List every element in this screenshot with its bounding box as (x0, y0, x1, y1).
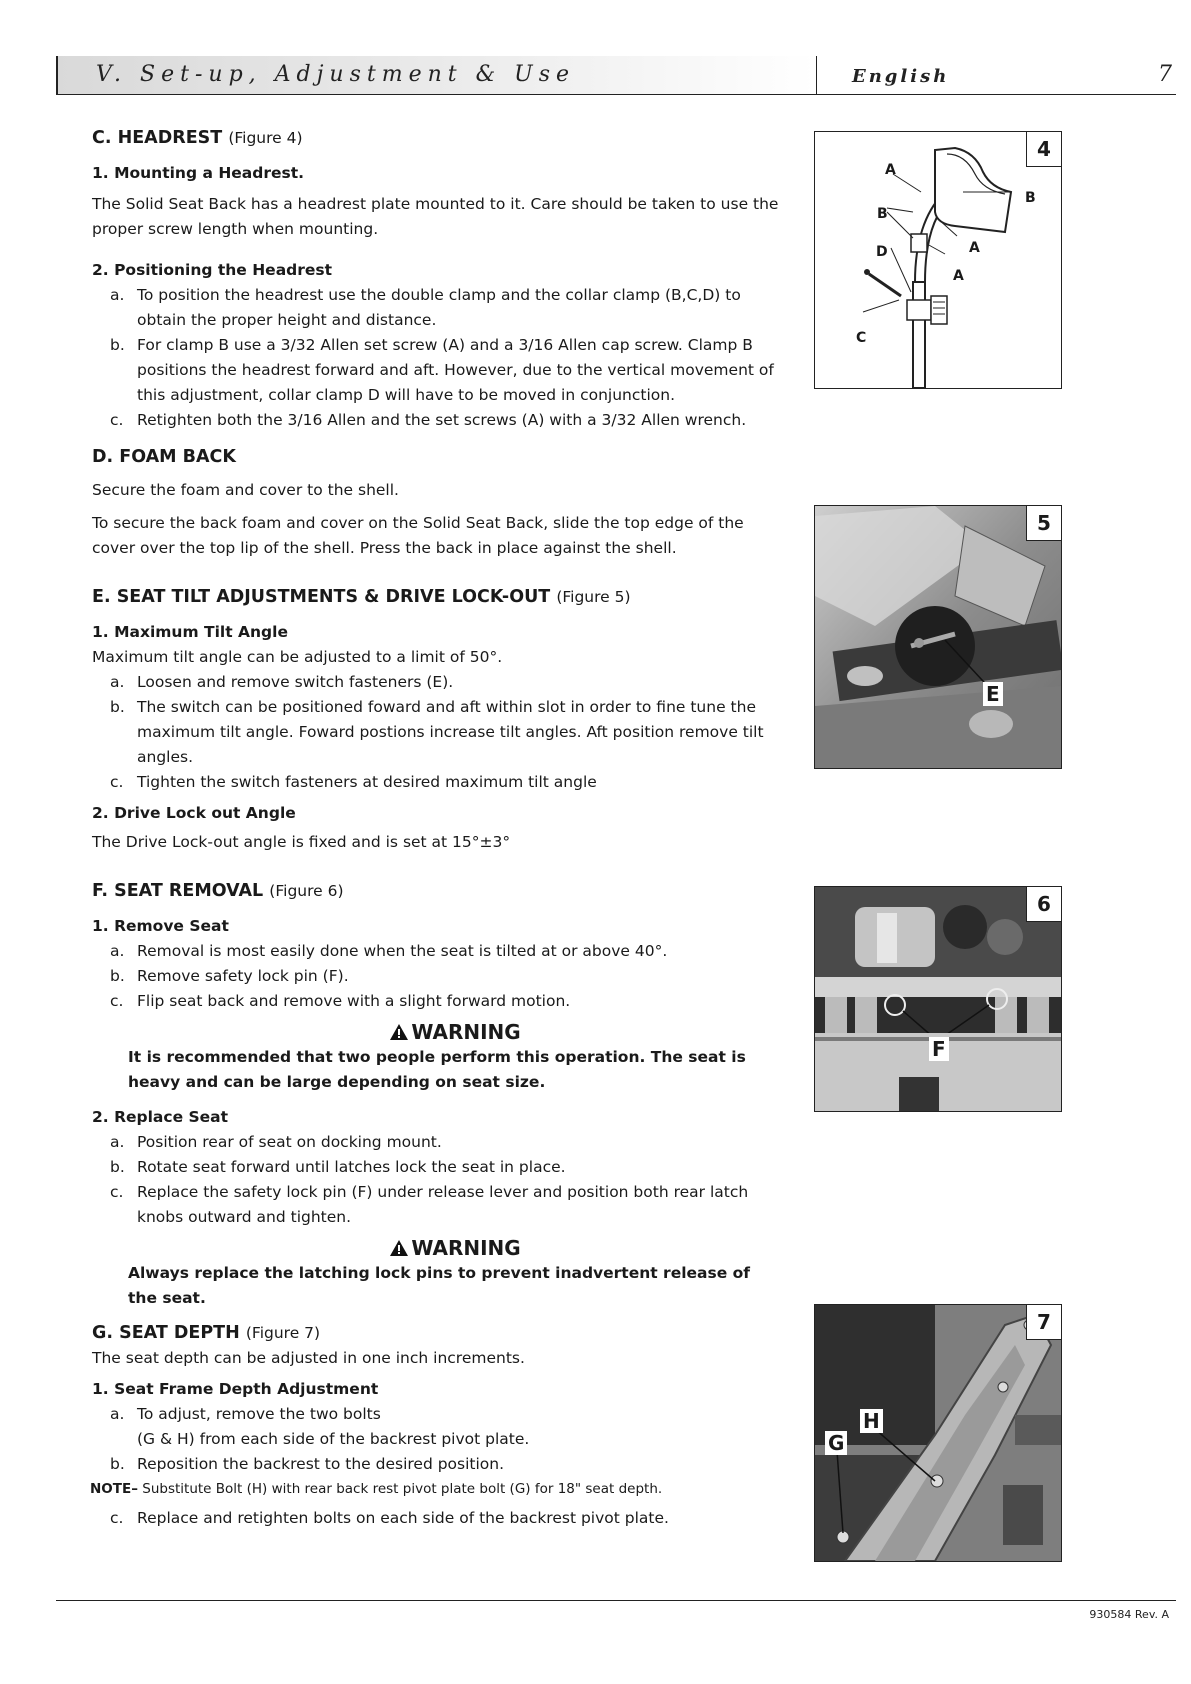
page-number: 7 (1158, 62, 1172, 87)
list-item-text: For clamp B use a 3/32 Allen set screw (A) and a 3/16 Allen cap screw. Clamp B positions the headrest forward and aft. However, due to the vertical movement of this adjustment, collar clamp D will have to be moved in conjunction. (137, 336, 774, 404)
list-item-text: Loosen and remove switch fasteners (E). (137, 673, 454, 691)
section-e-sub2-title: 2. Drive Lock out Angle (92, 804, 296, 822)
section-f-figure-ref: (Figure 6) (269, 882, 344, 900)
list-item-label: b. (110, 698, 125, 716)
figure-7 (814, 1304, 1062, 1562)
callout-label: E (983, 682, 1003, 706)
section-c-sub1-title: 1. Mounting a Headrest. (92, 164, 305, 182)
section-c-sub1-text: The Solid Seat Back has a headrest plate mounted to it. Care should be taken to use the proper screw length when mounting. (92, 195, 779, 238)
warning-text: Always replace the latching lock pins to prevent inadvertent release of the seat. (128, 1264, 751, 1307)
note (90, 1477, 782, 1502)
section-e-figure-ref: (Figure 5) (556, 588, 631, 606)
list-item (92, 770, 782, 795)
section-e-heading (92, 585, 782, 610)
list-item-text: Tighten the switch fasteners at desired maximum tilt angle (137, 773, 597, 791)
figure-5 (814, 505, 1062, 769)
section-d-text-1: Secure the foam and cover to the shell. (92, 481, 399, 499)
callout-label: B (1025, 190, 1036, 206)
section-e-sub2-text: The Drive Lock-out angle is fixed and is set at 15°±3° (92, 833, 511, 851)
section-d-title: D. FOAM BACK (92, 447, 236, 467)
section-f-sub2-title: 2. Replace Seat (92, 1108, 229, 1126)
section-e-sub1-title: 1. Maximum Tilt Angle (92, 623, 288, 641)
callout-label: C (856, 330, 867, 346)
list-item-text: Removal is most easily done when the seat is tilted at or above 40°. (137, 942, 668, 960)
footer-rule (56, 1600, 1176, 1601)
section-g-intro: The seat depth can be adjusted in one inch increments. (92, 1349, 525, 1367)
list-item-label: a. (110, 1405, 125, 1423)
page-header (56, 56, 1176, 94)
list-item-label: c. (110, 1509, 124, 1527)
section-f-title: F. SEAT REMOVAL (92, 881, 264, 901)
list-item-label: b. (110, 1455, 125, 1473)
list-item-label: b. (110, 1158, 125, 1176)
list-item-text: Replace the safety lock pin (F) under release lever and position both rear latch knobs outward and tighten. (137, 1183, 749, 1226)
main-content (92, 126, 782, 1531)
list-item-label: a. (110, 942, 125, 960)
warning-title: WARNING (411, 1236, 521, 1260)
list-item (92, 333, 782, 408)
list-item-label: c. (110, 773, 124, 791)
section-g-title: G. SEAT DEPTH (92, 1323, 240, 1343)
section-d-heading (92, 445, 782, 470)
section-c-sub2-title: 2. Positioning the Headrest (92, 261, 333, 279)
tilt-switch-photo (815, 506, 1061, 768)
list-item-text: Position rear of seat on docking mount. (137, 1133, 442, 1151)
list-item-text: Rotate seat forward until latches lock the seat in place. (137, 1158, 566, 1176)
list-item-text: Remove safety lock pin (F). (137, 967, 349, 985)
section-d-text-2: To secure the back foam and cover on the Solid Seat Back, slide the top edge of the cover over the top lip of the shell. Press the back in place against the shell. (92, 514, 744, 557)
callout-label: F (929, 1037, 949, 1061)
list-item-label: a. (110, 1133, 125, 1151)
warning-icon (389, 1023, 409, 1041)
warning-heading (128, 1020, 782, 1045)
list-item-label: b. (110, 336, 125, 354)
chapter-title: V. Set-up, Adjustment & Use (96, 62, 576, 87)
list-item (92, 283, 782, 333)
list-item-text: To adjust, remove the two bolts (137, 1405, 381, 1423)
callout-label: D (876, 244, 888, 260)
list-item-text: To position the headrest use the double clamp and the collar clamp (B,C,D) to obtain the proper height and distance. (137, 286, 741, 329)
list-item (92, 1452, 782, 1477)
callout-label: A (969, 240, 980, 256)
warning-text: It is recommended that two people perform this operation. The seat is heavy and can be large depending on seat size. (128, 1048, 746, 1091)
list-item-label: a. (110, 286, 125, 304)
list-item-text: Replace and retighten bolts on each side of the backrest pivot plate. (137, 1509, 669, 1527)
pivot-plate-photo (815, 1305, 1061, 1561)
figure-number: 4 (1026, 132, 1061, 167)
list-item (92, 1402, 782, 1452)
header-rule (56, 94, 1176, 95)
language-label: English (852, 66, 950, 87)
callout-label: B (877, 206, 888, 222)
list-item (92, 1155, 782, 1180)
callout-label: H (860, 1409, 883, 1433)
list-item (92, 964, 782, 989)
section-f-heading (92, 879, 782, 904)
list-item (92, 1130, 782, 1155)
list-item-text: Retighten both the 3/16 Allen and the set screws (A) with a 3/32 Allen wrench. (137, 411, 747, 429)
section-e-sub1-text: Maximum tilt angle can be adjusted to a limit of 50°. (92, 648, 503, 666)
list-item-label: a. (110, 673, 125, 691)
warning-heading (128, 1236, 782, 1261)
list-item (92, 1506, 782, 1531)
list-item-text: Reposition the backrest to the desired position. (137, 1455, 505, 1473)
list-item (92, 408, 782, 433)
note-label: NOTE– (90, 1481, 138, 1497)
section-f-sub1-title: 1. Remove Seat (92, 917, 229, 935)
figure-4 (814, 131, 1062, 389)
list-item-label: c. (110, 411, 124, 429)
figure-number: 7 (1026, 1305, 1061, 1340)
figure-number: 6 (1026, 887, 1061, 922)
figure-number: 5 (1026, 506, 1061, 541)
list-item-label: b. (110, 967, 125, 985)
note-text: Substitute Bolt (H) with rear back rest pivot plate bolt (G) for 18" seat depth. (137, 1481, 663, 1497)
callout-label: A (885, 162, 896, 178)
section-e-title: E. SEAT TILT ADJUSTMENTS & DRIVE LOCK-OUT (92, 587, 551, 607)
list-item-text: The switch can be positioned foward and aft within slot in order to fine tune the maximum tilt angle. Foward postions increase tilt angles. Aft position remove tilt angles. (137, 698, 764, 766)
headrest-drawing (815, 132, 1061, 388)
section-g-sub1-title: 1. Seat Frame Depth Adjustment (92, 1380, 379, 1398)
list-item (92, 670, 782, 695)
warning-title: WARNING (411, 1020, 521, 1044)
section-g-figure-ref: (Figure 7) (245, 1324, 321, 1342)
callout-label: G (825, 1431, 847, 1455)
callout-label: A (953, 268, 964, 284)
list-item (92, 1180, 782, 1230)
figure-6 (814, 886, 1062, 1112)
list-item-text: (G & H) from each side of the backrest pivot plate. (137, 1430, 530, 1448)
section-c-figure-ref: (Figure 4) (228, 129, 303, 147)
warning-icon (389, 1239, 409, 1257)
section-g-heading (92, 1321, 782, 1346)
list-item (92, 989, 782, 1014)
header-divider (816, 56, 817, 94)
list-item-label: c. (110, 992, 124, 1010)
section-c-title: C. HEADREST (92, 128, 223, 148)
document-number: 930584 Rev. A (1089, 1608, 1169, 1621)
header-border (56, 56, 58, 94)
list-item (92, 695, 782, 770)
section-c-heading (92, 126, 782, 151)
list-item-label: c. (110, 1183, 124, 1201)
seat-latch-photo (815, 887, 1061, 1111)
list-item-text: Flip seat back and remove with a slight forward motion. (137, 992, 571, 1010)
list-item (92, 939, 782, 964)
